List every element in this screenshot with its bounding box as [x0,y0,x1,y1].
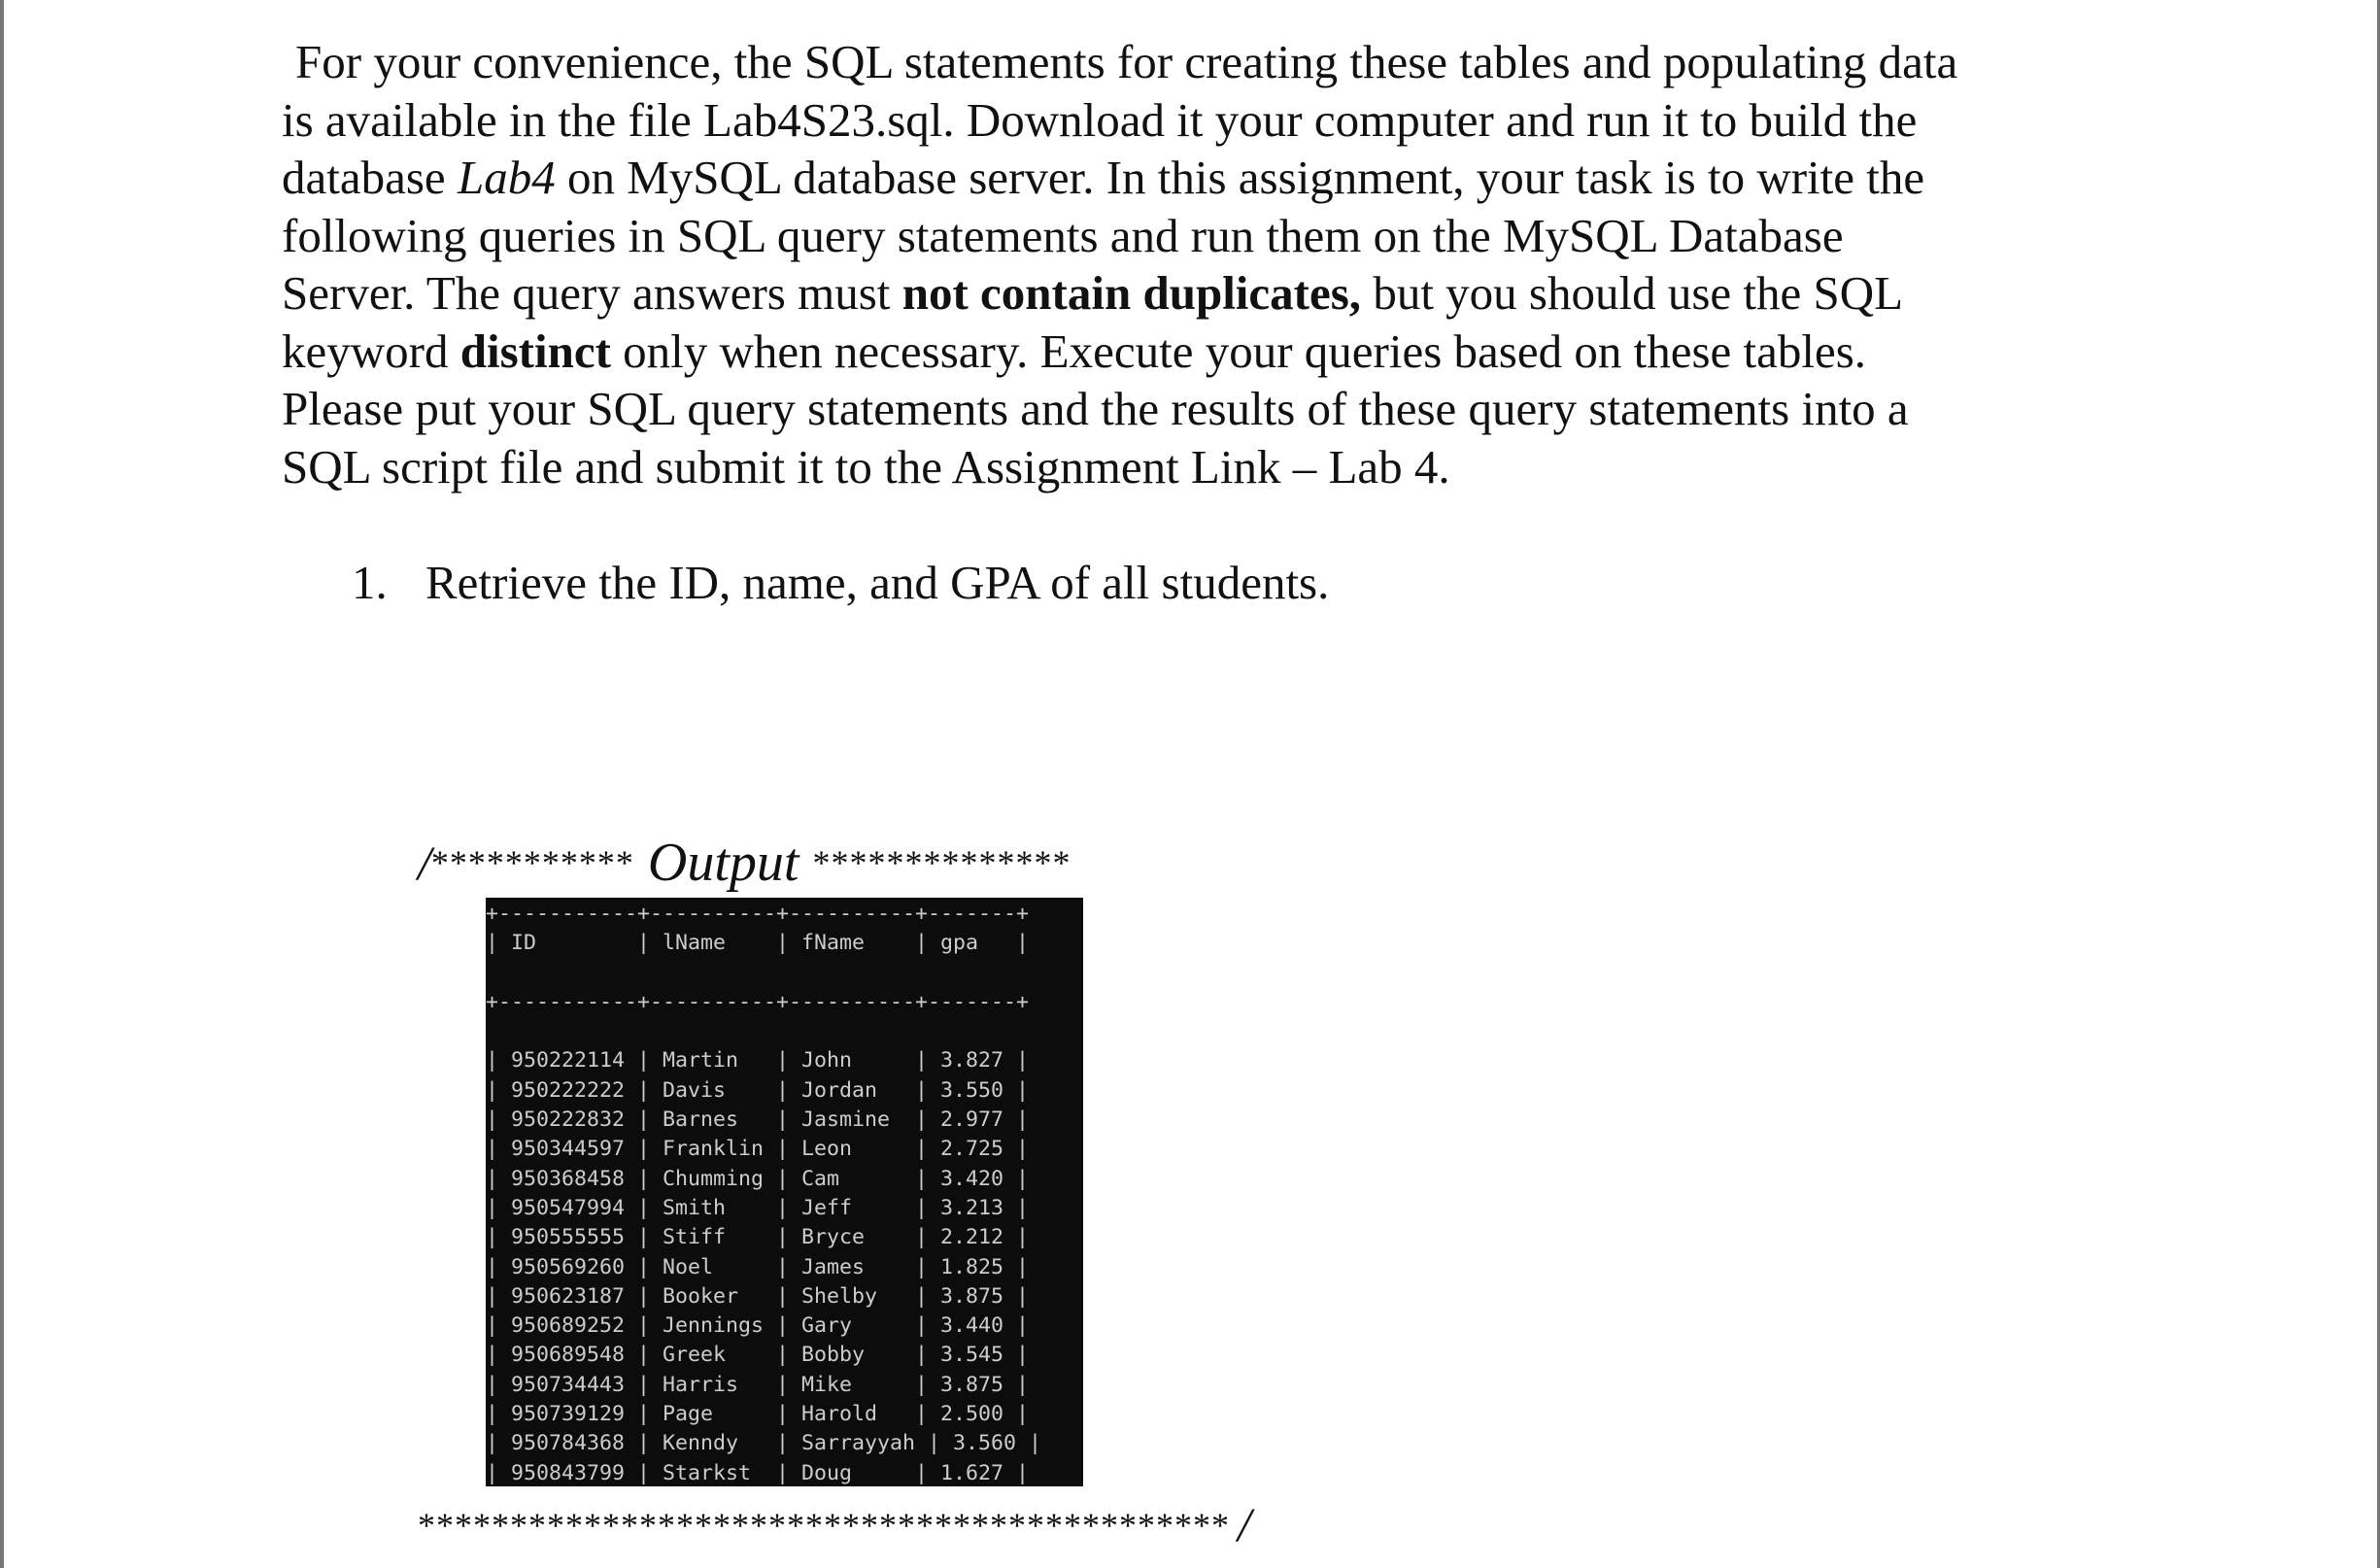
intro-line-2: is available in the file Lab4S23.sql. Download it your computer and run it to build the [282,92,1918,147]
table-row: | 950368458 | Chumming | Cam | 3.420 | [486,1166,1030,1191]
question-1 [352,554,1329,612]
output-header [418,832,1071,894]
table-row: | 950734443 | Harris | Mike | 3.875 | [486,1372,1030,1397]
question-text: Retrieve the ID, name, and GPA of all students. [425,556,1330,609]
page-left-border [0,0,4,1568]
table-row: | 950222114 | Martin | John | 3.827 | [486,1048,1030,1074]
footer-stars [418,1496,1252,1552]
intro-line-7: Please put your SQL query statements and the results of these query statements into a [282,382,1909,435]
intro-paragraph [282,33,2186,495]
intro-line-6-post: only when necessary. Execute your queries based on these tables. [610,324,1867,378]
table-row: | 950843799 | Starkst | Doug | 1.627 | [486,1460,1030,1485]
terminal-blank-line [486,959,1083,988]
table-border-mid: +-----------+----------+----------+-------+ [486,989,1030,1014]
table-row: | 950222222 | Davis | Jordan | 3.550 | [486,1077,1030,1103]
distinct-keyword: distinct [459,324,611,378]
intro-line-3 [282,149,2186,207]
table-row: | 950784368 | Kenndy | Sarrayyah | 3.560 | [486,1431,1042,1456]
table-row: | 950555555 | Stiff | Bryce | 2.212 | [486,1225,1030,1250]
table-border-top: +-----------+----------+----------+-------+ [486,902,1030,926]
terminal-output [486,898,1083,1486]
table-row: | 950739129 | Page | Harold | 2.500 | [486,1402,1030,1427]
terminal-blank-line [486,1017,1083,1046]
question-number: 1. [352,556,388,609]
comment-close-slash: / [1238,1497,1252,1551]
table-row: | 950222832 | Barnes | Jasmine | 2.977 | [486,1108,1030,1133]
footer-stars-line: ******************************************** [418,1506,1230,1545]
table-row: | 950689252 | Jennings | Gary | 3.440 | [486,1313,1030,1339]
intro-line-5-post: but you should use the SQL [1361,266,1904,320]
comment-open-slash: / [418,835,431,890]
intro-line-3-pre: database [282,151,458,204]
intro-line-5-pre: Server. The query answers must [282,266,902,320]
no-duplicates-emphasis: not contain duplicates, [901,266,1362,320]
output-stars-left: *********** [430,843,634,882]
table-header-row: | ID | lName | fName | gpa | [486,931,1030,956]
output-stars-right: ************** [812,843,1071,882]
table-row: | 950344597 | Franklin | Leon | 2.725 | [486,1137,1030,1162]
table-row: | 950689548 | Greek | Bobby | 3.545 | [486,1343,1030,1368]
intro-line-8: SQL script file and submit it to the Assignment Link – Lab 4. [282,439,1450,494]
intro-line-3-post: on MySQL database server. In this assignment, your task is to write the [555,151,1925,204]
output-label: Output [647,833,799,893]
table-row: | 950623187 | Booker | Shelby | 3.875 | [486,1283,1030,1309]
intro-line-6-pre: keyword [282,324,460,378]
table-row: | 950547994 | Smith | Jeff | 3.213 | [486,1195,1030,1220]
intro-line-5 [282,264,2186,323]
table-row: | 950569260 | Noel | James | 1.825 | [486,1254,1030,1279]
intro-line-4: following queries in SQL query statements and run them on the MySQL Database [282,208,1844,262]
intro-line-6 [282,323,2186,381]
intro-line-1: For your convenience, the SQL statements for creating these tables and populating data [295,35,1958,88]
database-name: Lab4 [457,151,556,204]
